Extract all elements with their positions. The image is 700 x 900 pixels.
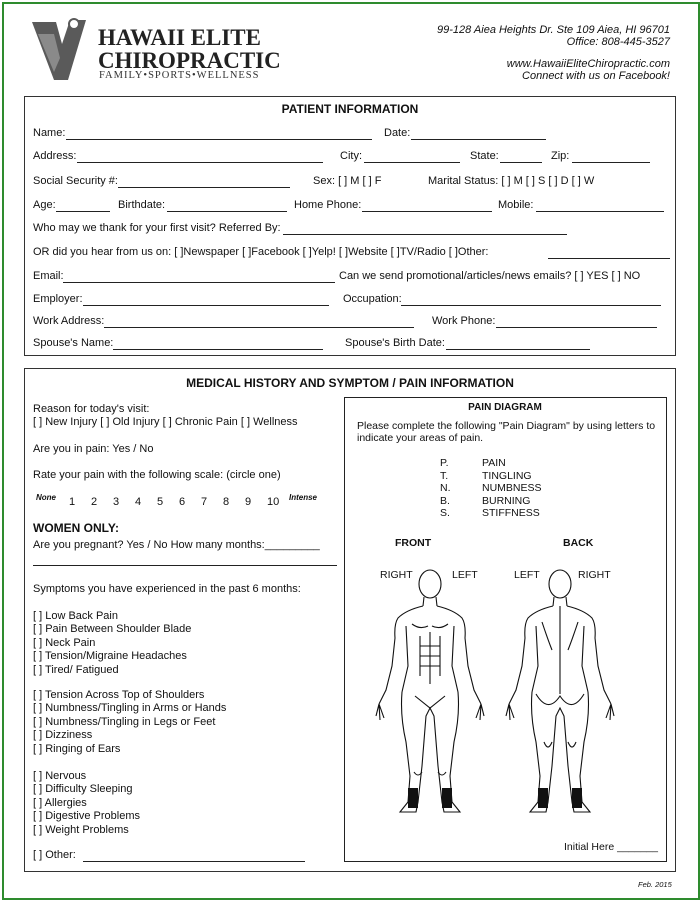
mobile-field[interactable] bbox=[536, 211, 664, 212]
scale-9[interactable]: 9 bbox=[245, 496, 252, 508]
legend-meaning: STIFFNESS bbox=[482, 507, 540, 519]
referred-label: Who may we thank for your first visit? Referred By: bbox=[33, 222, 281, 234]
name-label: Name: bbox=[33, 127, 66, 139]
date-label: Date: bbox=[384, 127, 411, 139]
work-phone-field[interactable] bbox=[496, 327, 657, 328]
mobile-label: Mobile: bbox=[498, 199, 534, 211]
work-phone-label: Work Phone: bbox=[432, 315, 496, 327]
spouse-name-field[interactable] bbox=[113, 349, 323, 350]
back-body-figure[interactable] bbox=[500, 566, 620, 818]
name-field[interactable] bbox=[66, 139, 372, 140]
legend-letter: P. bbox=[440, 457, 449, 469]
diagram-instructions-2: indicate your areas of pain. bbox=[357, 432, 484, 444]
occupation-label: Occupation: bbox=[343, 293, 402, 305]
in-pain-question[interactable]: Are you in pain: Yes / No bbox=[33, 443, 154, 455]
scale-8[interactable]: 8 bbox=[223, 496, 230, 508]
state-label: State: bbox=[470, 150, 499, 162]
initial-here[interactable]: Initial Here _______ bbox=[564, 841, 658, 853]
birthdate-label: Birthdate: bbox=[118, 199, 166, 211]
clinic-phone: Office: 808-445-3527 bbox=[566, 36, 670, 48]
ssn-field[interactable] bbox=[118, 187, 290, 188]
zip-label: Zip: bbox=[551, 150, 570, 162]
state-field[interactable] bbox=[500, 162, 542, 163]
symptom-item[interactable]: [ ] Dizziness bbox=[33, 729, 93, 742]
clinic-address: 99-128 Aiea Heights Dr. Ste 109 Aiea, HI 96701 bbox=[437, 24, 670, 36]
work-address-field[interactable] bbox=[104, 327, 414, 328]
scale-4[interactable]: 4 bbox=[135, 496, 142, 508]
city-label: City: bbox=[340, 150, 362, 162]
employer-label: Employer: bbox=[33, 293, 83, 305]
footer-date: Feb. 2015 bbox=[638, 880, 672, 889]
scale-intense: Intense bbox=[289, 493, 318, 502]
scale-none: None bbox=[36, 493, 56, 502]
legend-letter: S. bbox=[440, 507, 450, 519]
symptom-item[interactable]: [ ] Ringing of Ears bbox=[33, 742, 121, 755]
legend-meaning: BURNING bbox=[482, 494, 531, 507]
pain-diagram-title: PAIN DIAGRAM bbox=[468, 402, 542, 413]
symptom-item[interactable]: [ ] Tension/Migraine Headaches bbox=[33, 650, 187, 663]
zip-field[interactable] bbox=[572, 162, 650, 163]
work-address-label: Work Address: bbox=[33, 315, 105, 327]
brand-tagline: FAMILY•SPORTS•WELLNESS bbox=[99, 70, 260, 81]
marital-options[interactable]: Marital Status: [ ] M [ ] S [ ] D [ ] W bbox=[428, 175, 595, 187]
occupation-field[interactable] bbox=[401, 305, 661, 306]
email-field[interactable] bbox=[63, 282, 335, 283]
employer-field[interactable] bbox=[83, 305, 329, 306]
brand-line-2: CHIROPRACTIC bbox=[98, 48, 281, 73]
patient-info-title: PATIENT INFORMATION bbox=[281, 102, 419, 116]
ssn-label: Social Security #: bbox=[33, 175, 118, 187]
referred-field[interactable] bbox=[283, 234, 567, 235]
back-right-label: RIGHT bbox=[578, 569, 611, 581]
home-phone-field[interactable] bbox=[362, 211, 492, 212]
symptom-item[interactable]: [ ] Tired/ Fatigued bbox=[33, 663, 119, 676]
symptom-other-field[interactable] bbox=[83, 861, 305, 862]
legend-meaning: PAIN bbox=[482, 457, 506, 469]
logo-mark bbox=[24, 14, 94, 86]
rate-pain-label: Rate your pain with the following scale: (circle one) bbox=[33, 469, 281, 481]
back-label: BACK bbox=[563, 537, 594, 549]
legend-meaning: NUMBNESS bbox=[482, 482, 542, 494]
back-left-label: LEFT bbox=[514, 569, 540, 581]
symptom-item[interactable]: [ ] Tension Across Top of Shoulders bbox=[33, 689, 205, 701]
front-left-label: LEFT bbox=[452, 569, 478, 581]
scale-1[interactable]: 1 bbox=[69, 496, 76, 508]
scale-5[interactable]: 5 bbox=[157, 496, 164, 508]
legend-meaning: TINGLING bbox=[482, 469, 532, 482]
scale-7[interactable]: 7 bbox=[201, 496, 208, 508]
front-right-label: RIGHT bbox=[380, 569, 413, 581]
medical-history-title: MEDICAL HISTORY AND SYMPTOM / PAIN INFORMATION bbox=[186, 376, 514, 390]
scale-10[interactable]: 10 bbox=[267, 496, 280, 508]
promo-question[interactable]: Can we send promotional/articles/news emails? [ ] YES [ ] NO bbox=[339, 270, 641, 282]
symptom-item[interactable]: [ ] Numbness/Tingling in Arms or Hands bbox=[33, 702, 227, 715]
address-field[interactable] bbox=[77, 162, 323, 163]
symptom-other-label[interactable]: [ ] Other: bbox=[33, 849, 76, 861]
age-field[interactable] bbox=[56, 211, 110, 212]
symptoms-intro: Symptoms you have experienced in the past 6 months: bbox=[33, 583, 301, 595]
reason-label: Reason for today's visit: bbox=[33, 403, 150, 415]
scale-2[interactable]: 2 bbox=[91, 496, 98, 508]
front-body-figure[interactable] bbox=[370, 566, 490, 818]
symptom-item[interactable]: [ ] Numbness/Tingling in Legs or Feet bbox=[33, 715, 216, 728]
women-only-heading: WOMEN ONLY: bbox=[33, 521, 119, 535]
pain-scale[interactable] bbox=[69, 496, 289, 508]
symptom-item[interactable]: [ ] Weight Problems bbox=[33, 823, 129, 836]
address-label: Address: bbox=[33, 150, 77, 162]
symptom-item[interactable]: [ ] Nervous bbox=[33, 770, 87, 782]
symptom-item[interactable]: [ ] Low Back Pain bbox=[33, 610, 118, 622]
clinic-website[interactable]: www.HawaiiEliteChiropractic.com bbox=[506, 58, 670, 70]
heard-options[interactable]: OR did you hear from us on: [ ]Newspaper [ ]Facebook [ ]Yelp! [ ]Website [ ]TV/Radio [ ]Other: bbox=[33, 246, 489, 258]
clinic-facebook[interactable]: Connect with us on Facebook! bbox=[522, 70, 670, 82]
women-extra-line[interactable] bbox=[33, 565, 337, 566]
pregnant-question[interactable]: Are you pregnant? Yes / No How many months:_________ bbox=[33, 539, 320, 551]
age-label: Age: bbox=[33, 199, 56, 211]
heard-other-field[interactable] bbox=[548, 258, 670, 259]
city-field[interactable] bbox=[364, 162, 460, 163]
date-field[interactable] bbox=[411, 139, 546, 140]
brand-line-1: HAWAII ELITE bbox=[98, 25, 261, 50]
reason-options[interactable]: [ ] New Injury [ ] Old Injury [ ] Chronic Pain [ ] Wellness bbox=[33, 416, 298, 428]
symptom-item[interactable]: [ ] Neck Pain bbox=[33, 636, 96, 649]
symptom-item[interactable]: [ ] Difficulty Sleeping bbox=[33, 783, 133, 796]
symptom-item[interactable]: [ ] Allergies bbox=[33, 796, 87, 809]
symptom-item[interactable]: [ ] Pain Between Shoulder Blade bbox=[33, 623, 192, 636]
sex-options[interactable]: Sex: [ ] M [ ] F bbox=[313, 175, 382, 187]
legend-letter: N. bbox=[440, 482, 451, 494]
birthdate-field[interactable] bbox=[167, 211, 287, 212]
scale-3[interactable]: 3 bbox=[113, 496, 120, 508]
legend-letter: B. bbox=[440, 494, 450, 507]
spouse-name-label: Spouse's Name: bbox=[33, 337, 114, 349]
diagram-instructions-1: Please complete the following "Pain Diagram" by using letters to bbox=[357, 420, 656, 432]
home-phone-label: Home Phone: bbox=[294, 199, 362, 211]
front-label: FRONT bbox=[395, 537, 432, 549]
legend-letter: T. bbox=[440, 469, 449, 482]
symptom-item[interactable]: [ ] Digestive Problems bbox=[33, 810, 140, 823]
scale-6[interactable]: 6 bbox=[179, 496, 186, 508]
email-label: Email: bbox=[33, 270, 64, 282]
spouse-birth-label: Spouse's Birth Date: bbox=[345, 337, 445, 349]
spouse-birth-field[interactable] bbox=[446, 349, 590, 350]
